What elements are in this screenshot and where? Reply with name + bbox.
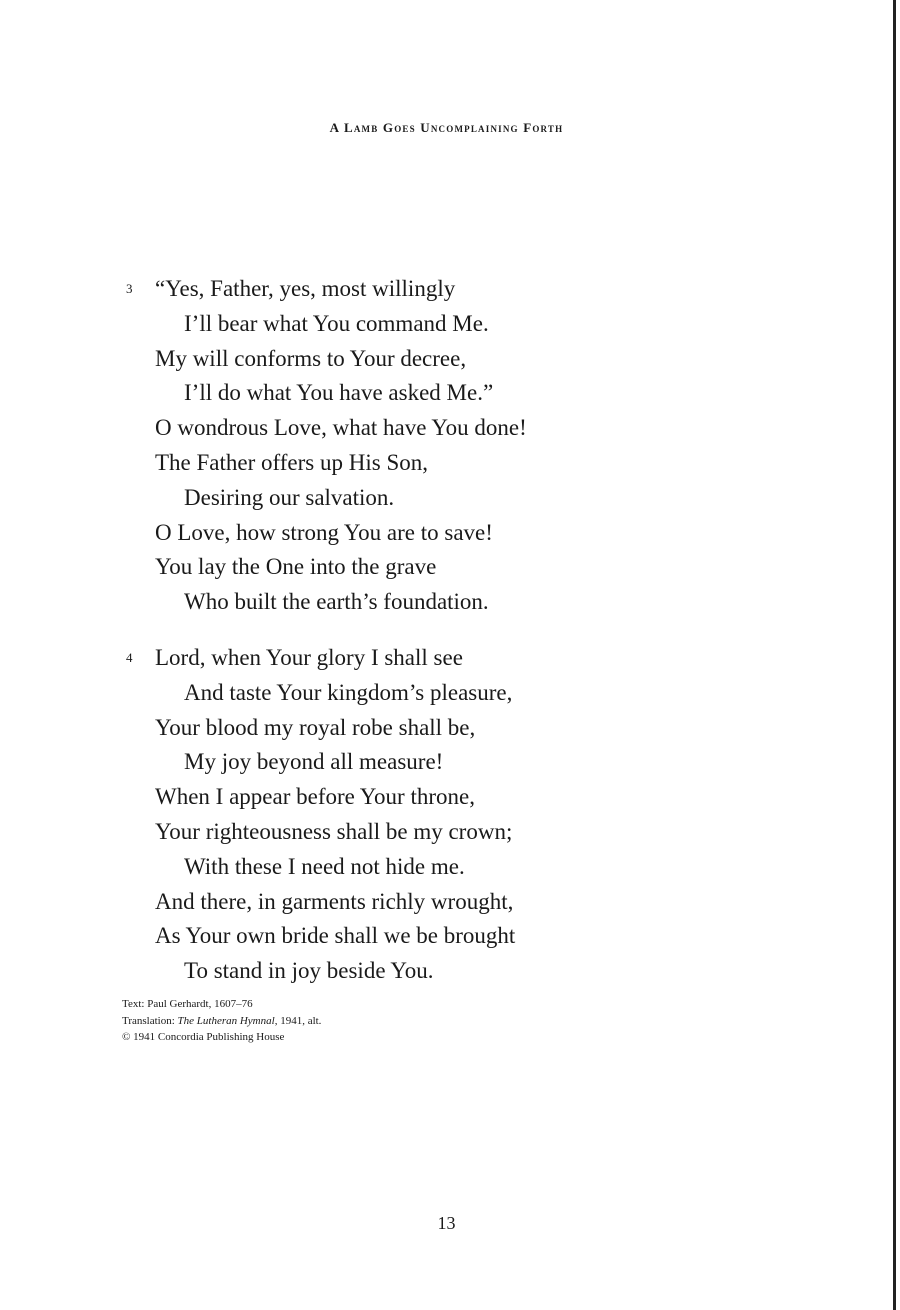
verse-line: Your righteousness shall be my crown; bbox=[155, 818, 513, 844]
verse-line: Lord, when Your glory I shall see bbox=[155, 645, 463, 670]
verse-line: To stand in joy beside You. bbox=[184, 958, 434, 984]
verse-line: And there, in garments richly wrought, bbox=[155, 888, 514, 914]
verse-line: My will conforms to Your decree, bbox=[155, 345, 467, 371]
running-title: A Lamb Goes Uncomplaining Forth bbox=[329, 120, 564, 135]
credit-copyright: © 1941 Concordia Publishing House bbox=[122, 1031, 285, 1043]
verse-number: 4 bbox=[126, 650, 133, 665]
verse-line: O wondrous Love, what have You done! bbox=[155, 415, 527, 441]
credit-translation-suffix: , 1941, alt. bbox=[274, 1014, 322, 1027]
verse-number: 3 bbox=[126, 281, 133, 296]
verse-line: As Your own bride shall we be brought bbox=[155, 923, 516, 949]
verse-line: My joy beyond all measure! bbox=[184, 749, 444, 775]
verse-line: Who built the earth’s foundation. bbox=[184, 589, 489, 615]
verse-line: You lay the One into the grave bbox=[155, 554, 437, 580]
verse-line: Desiring our salvation. bbox=[184, 484, 395, 510]
verse-3 bbox=[126, 272, 527, 620]
verse-line: I’ll do what You have asked Me.” bbox=[184, 380, 494, 406]
verse-line: When I appear before Your throne, bbox=[155, 784, 475, 810]
credits bbox=[122, 996, 321, 1046]
credit-translation bbox=[122, 1013, 321, 1030]
verse-line: “Yes, Father, yes, most willingly bbox=[155, 276, 456, 301]
verse-line: The Father offers up His Son, bbox=[155, 449, 428, 475]
credit-translation-prefix: Translation: bbox=[122, 1014, 178, 1027]
verse-line: I’ll bear what You command Me. bbox=[184, 310, 489, 336]
verse-line: O Love, how strong You are to save! bbox=[155, 519, 493, 545]
credit-text-author: Text: Paul Gerhardt, 1607–76 bbox=[122, 998, 253, 1010]
page-number: 13 bbox=[437, 1213, 456, 1233]
verse-line: With these I need not hide me. bbox=[184, 853, 465, 879]
credit-translation-source: The Lutheran Hymnal bbox=[177, 1014, 275, 1027]
verse-4 bbox=[126, 641, 515, 989]
verse-line: And taste Your kingdom’s pleasure, bbox=[184, 679, 513, 705]
verse-line: Your blood my royal robe shall be, bbox=[155, 714, 476, 740]
